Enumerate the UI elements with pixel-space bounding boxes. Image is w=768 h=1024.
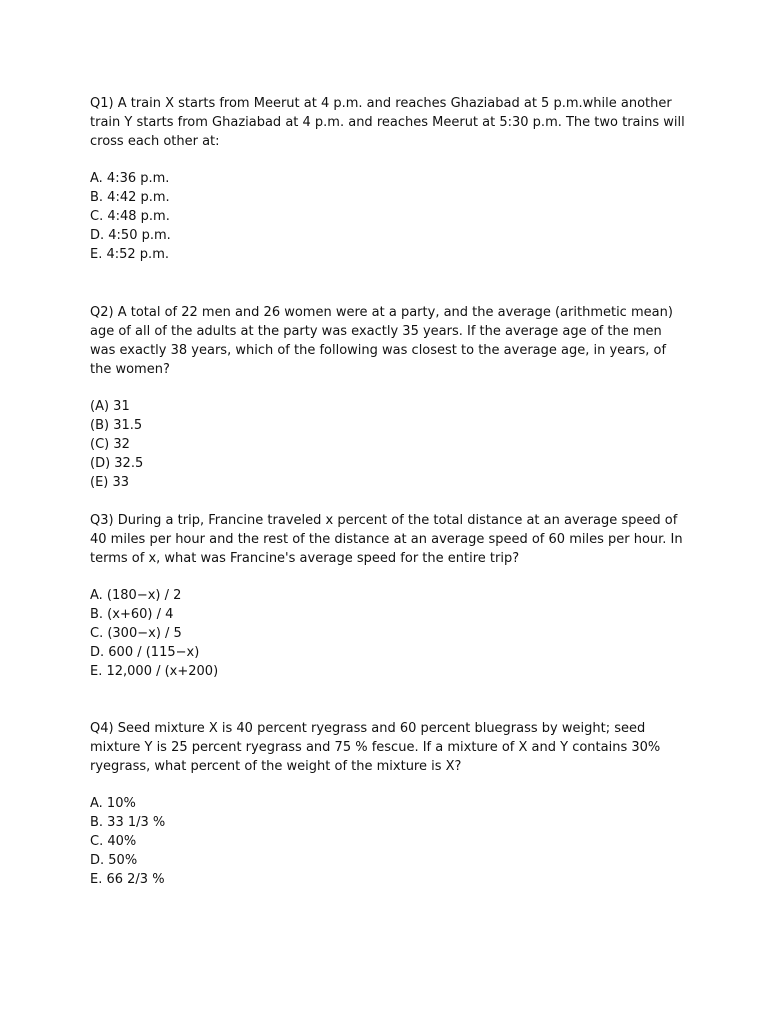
option-d: D. 600 / (115−x) — [90, 645, 200, 660]
option-d: (D) 32.5 — [90, 456, 144, 471]
option-c: C. 4:48 p.m. — [90, 209, 170, 224]
option-b: B. (x+60) / 4 — [90, 607, 174, 622]
option-b: (B) 31.5 — [90, 418, 143, 433]
question-2-text: Q2) A total of 22 men and 26 women were at a party, and the average (arithmetic mean) age of all of the adults at the party was exactly 35 years. If the average age of the men was exactly 38 years, which of the following was closest to the average age, in years, of the women? — [90, 305, 673, 377]
option-d: D. 50% — [90, 853, 138, 868]
option-b: B. 33 1/3 % — [90, 815, 166, 830]
option-c: (C) 32 — [90, 437, 130, 452]
question-4-text: Q4) Seed mixture X is 40 percent ryegrass and 60 percent bluegrass by weight; seed mixture Y is 25 percent ryegrass and 75 % fescue. If a mixture of X and Y contains 30% ryegrass, what percent of the weight of the mixture is X? — [90, 721, 661, 774]
option-e: (E) 33 — [90, 475, 130, 490]
question-2-options — [90, 397, 690, 492]
question-1-options — [90, 169, 690, 264]
option-b: B. 4:42 p.m. — [90, 190, 170, 205]
option-a: (A) 31 — [90, 399, 130, 414]
option-a: A. (180−x) / 2 — [90, 588, 182, 603]
option-a: A. 4:36 p.m. — [90, 171, 170, 186]
option-d: D. 4:50 p.m. — [90, 228, 171, 243]
question-3-options — [90, 586, 690, 681]
question-4-options — [90, 794, 690, 889]
question-3 — [90, 511, 690, 681]
question-1-text: Q1) A train X starts from Meerut at 4 p.m. and reaches Ghaziabad at 5 p.m.while another train Y starts from Ghaziabad at 4 p.m. and reaches Meerut at 5:30 p.m. The two trains will cross each other at: — [90, 96, 685, 149]
question-4 — [90, 719, 690, 889]
option-e: E. 66 2/3 % — [90, 872, 165, 887]
option-e: E. 12,000 / (x+200) — [90, 664, 219, 679]
question-2 — [90, 303, 690, 492]
option-c: C. 40% — [90, 834, 137, 849]
option-e: E. 4:52 p.m. — [90, 247, 169, 262]
option-a: A. 10% — [90, 796, 136, 811]
question-1 — [90, 94, 690, 264]
option-c: C. (300−x) / 5 — [90, 626, 182, 641]
question-3-text: Q3) During a trip, Francine traveled x percent of the total distance at an average speed of 40 miles per hour and the rest of the distance at an average speed of 60 miles per hour. In terms of x, what was Francine's average speed for the entire trip? — [90, 513, 683, 566]
